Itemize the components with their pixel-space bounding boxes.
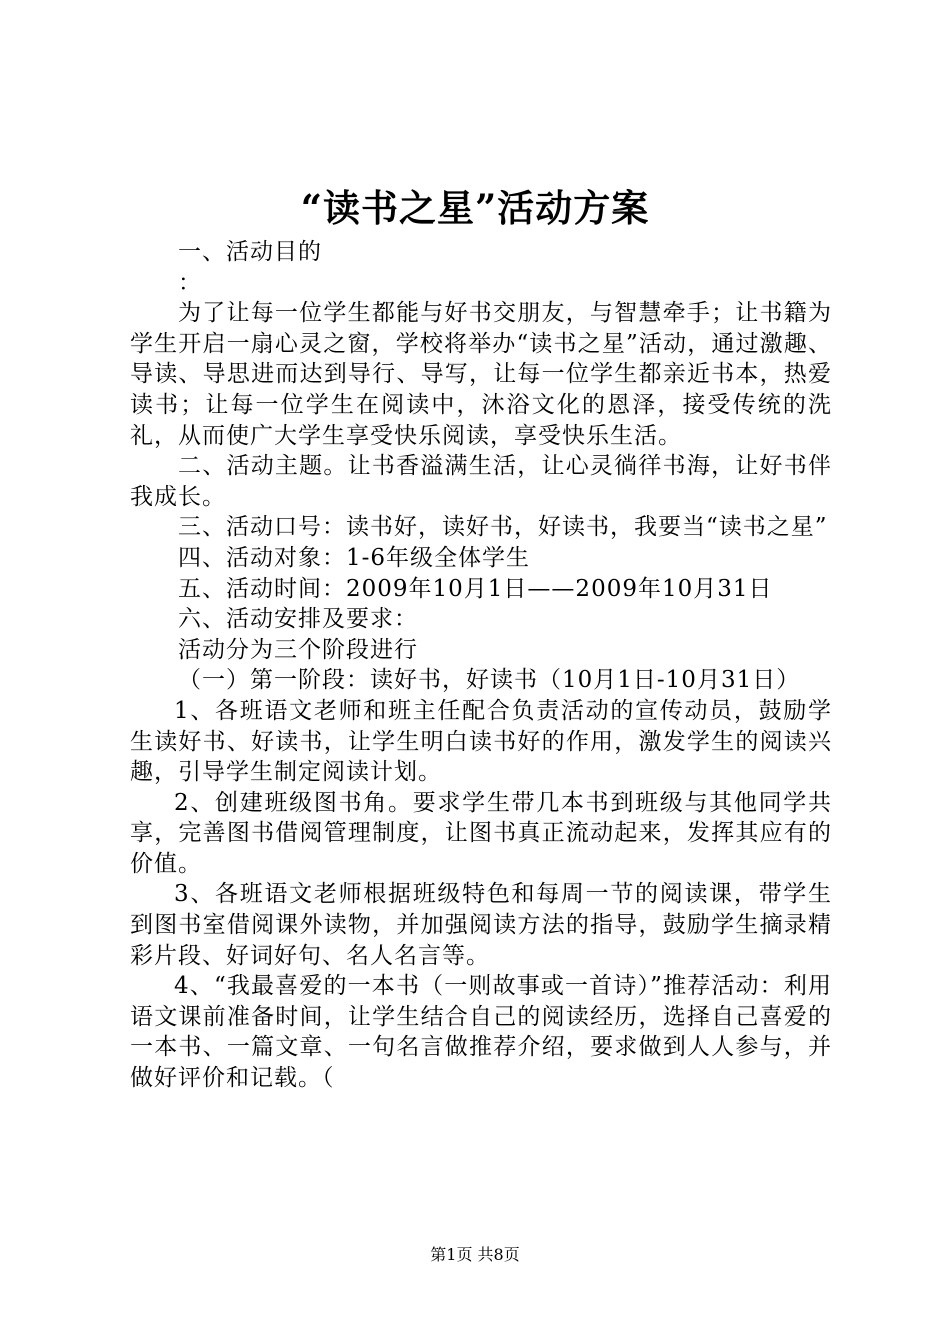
paragraph-stage-one: （一）第一阶段：读好书，好读书（10月1日-10月31日） bbox=[178, 667, 801, 694]
section-heading-purpose: 一、活动目的 bbox=[178, 239, 322, 265]
paragraph-time: 五、活动时间：2009年10月1日——2009年10月31日 bbox=[178, 575, 773, 602]
paragraph-stages: 活动分为三个阶段进行 bbox=[178, 636, 418, 663]
section-heading-arrangement: 六、活动安排及要求： bbox=[178, 606, 418, 633]
paragraph-purpose: 为了让每一位学生都能与好书交朋友，与智慧牵手；让书籍为学生开启一扇心灵之窗，学校将举办“读书之星”活动，通过激趣、导读、导思进而达到导行、导写，让每一位学生都亲近书本，热爱读书；让每一位学生在阅读中，沐浴文化的恩泽，接受传统的洗礼，从而使广大学生享受快乐阅读，享受快乐生活。 bbox=[130, 300, 832, 449]
list-item-3: 3、各班语文老师根据班级特色和每周一节的阅读课，带学生到图书室借阅课外读物，并加强阅读方法的指导，鼓励学生摘录精彩片段、好词好句、名人名言等。 bbox=[130, 881, 832, 969]
document-body bbox=[130, 237, 832, 1094]
list-item-2: 2、创建班级图书角。要求学生带几本书到班级与其他同学共享，完善图书借阅管理制度，让图书真正流动起来，发挥其应有的价值。 bbox=[130, 789, 832, 877]
document-title: “读书之星”活动方案 bbox=[300, 186, 650, 230]
paragraph-audience: 四、活动对象：1-6年级全体学生 bbox=[178, 544, 531, 571]
paragraph-theme: 二、活动主题。让书香溢满生活，让心灵徜徉书海，让好书伴我成长。 bbox=[130, 453, 832, 510]
list-item-1: 1、各班语文老师和班主任配合负责活动的宣传动员，鼓励学生读好书、好读书，让学生明白读书好的作用，激发学生的阅读兴趣，引导学生制定阅读计划。 bbox=[130, 697, 832, 786]
paragraph-slogan: 三、活动口号：读书好，读好书，好读书，我要当“读书之星” bbox=[178, 514, 828, 541]
page-footer: 第1页 共8页 bbox=[430, 1245, 520, 1264]
stray-colon: ： bbox=[178, 269, 202, 296]
list-item-4: 4、“我最喜爱的一本书（一则故事或一首诗）”推荐活动：利用语文课前准备时间，让学生结合自己的阅读经历，选择自己喜爱的一本书、一篇文章、一句名言做推荐介绍，要求做到人人参与，并做好评价和记载。（ bbox=[130, 973, 832, 1092]
